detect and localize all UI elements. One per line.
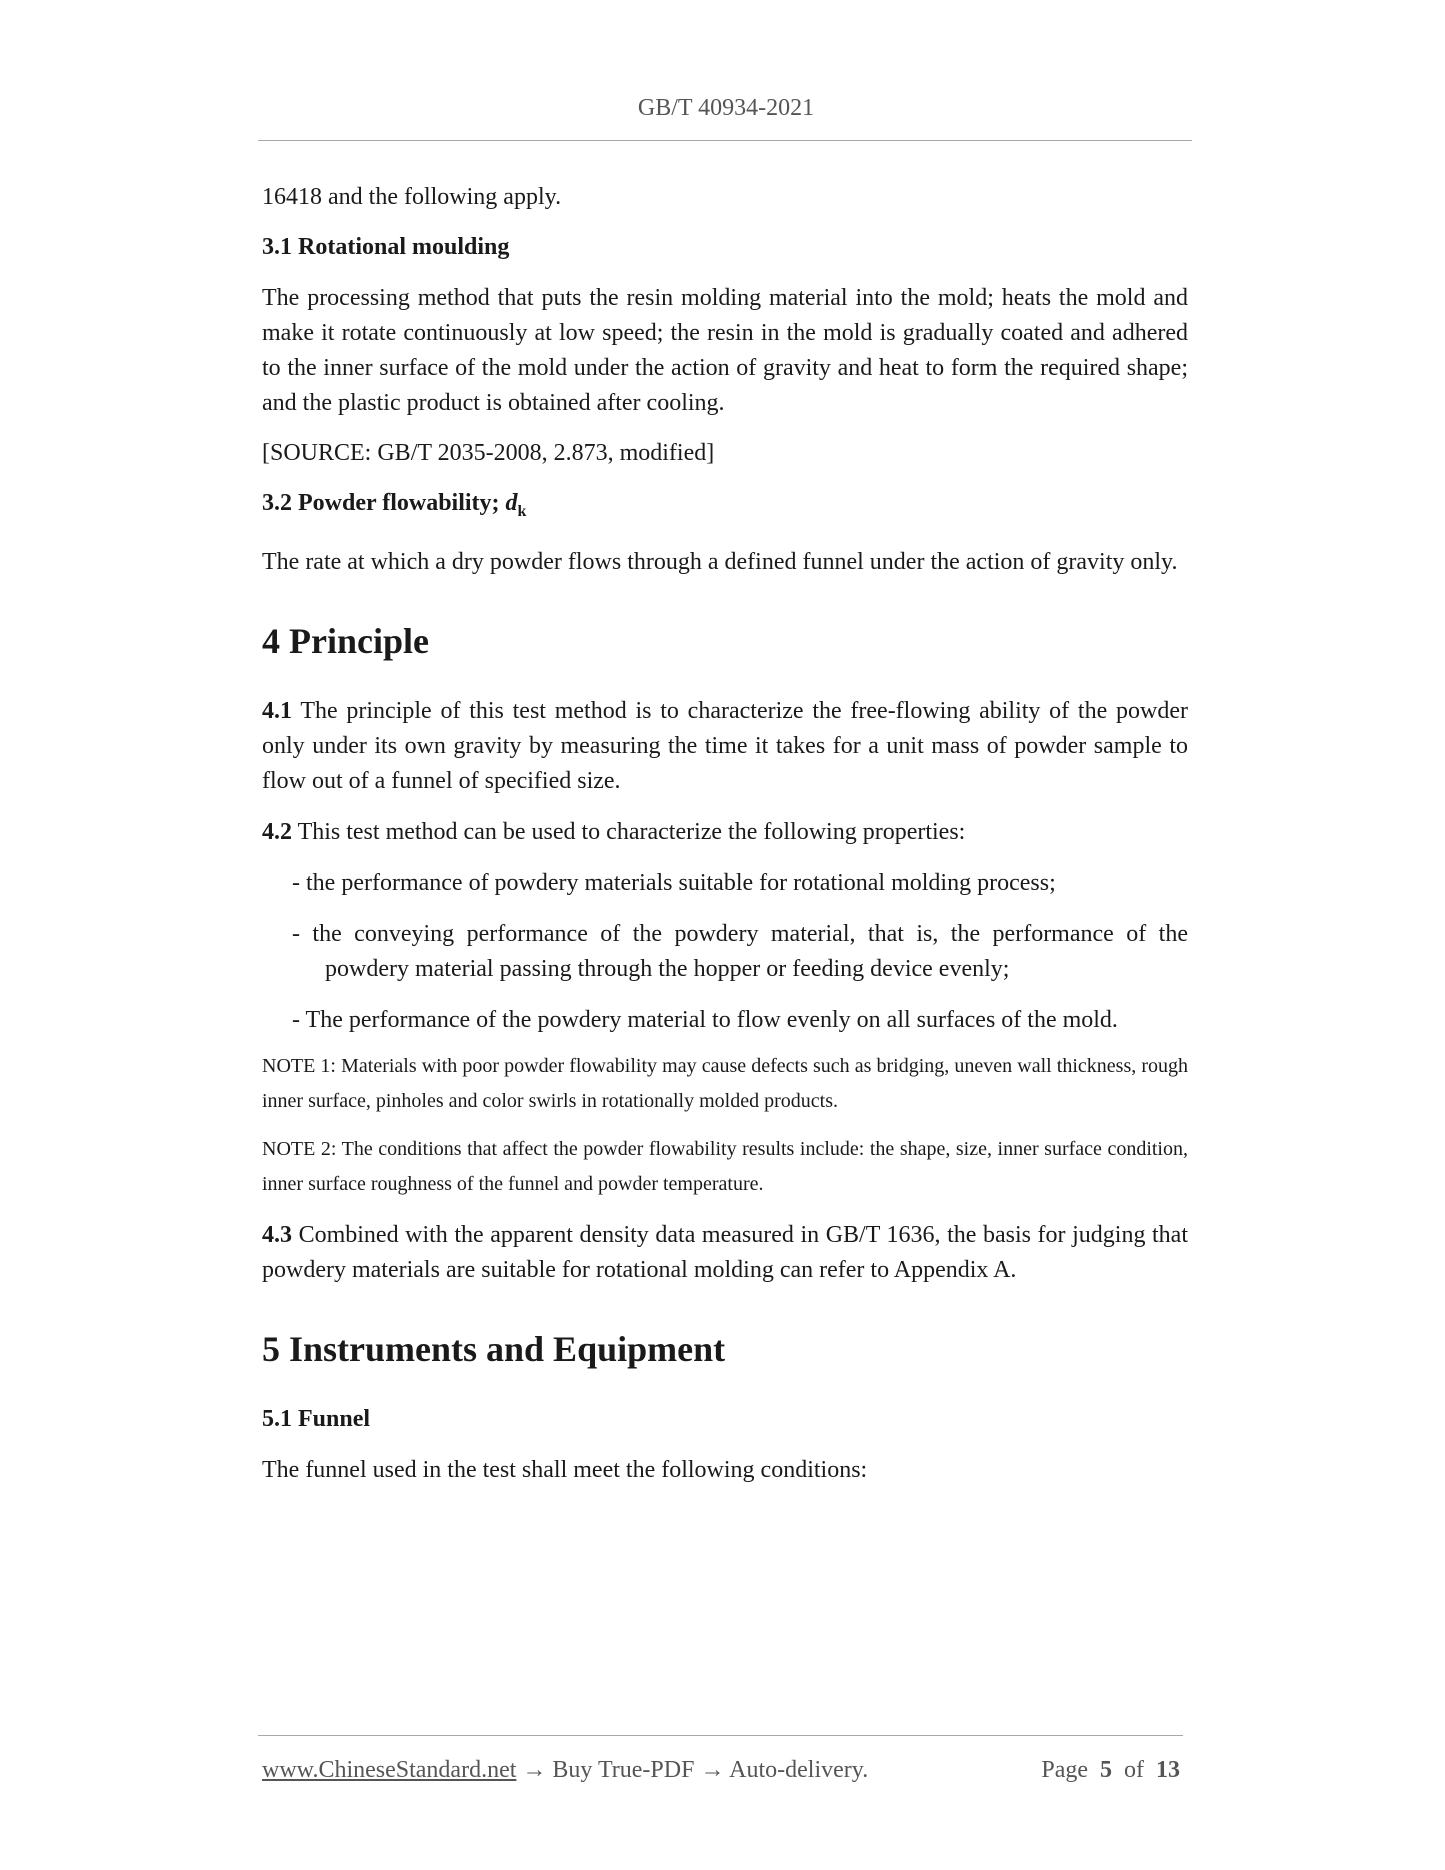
section-3-2-title-text: 3.2 Powder flowability; [262,490,506,516]
para-4-2 [262,815,1188,850]
para-4-2-number: 4.2 [262,818,292,845]
arrow-icon: → [694,1757,730,1783]
section-3-1-source: [SOURCE: GB/T 2035-2008, 2.873, modified] [262,440,715,466]
para-4-1-text: The principle of this test method is to characterize the free-flowing ability of the powder only under its own gravity by measuring the time it takes for a unit mass of powder sample to flow out of a funnel of specified size. [262,697,1188,794]
section-4-heading: 4 Principle [262,620,429,661]
footer-promo [262,1753,868,1787]
section-3-2-text: The rate at which a dry powder flows through a defined funnel under the action of gravity only. [262,548,1178,575]
section-5-1-text: The funnel used in the test shall meet the following conditions: [262,1456,868,1483]
page-number [1041,1753,1180,1787]
list-item: - the conveying performance of the powdery material, that is, the performance of the powdery material passing through the hopper or feeding device evenly; [292,920,1188,982]
page-header: GB/T 40934-2021 [637,95,815,121]
section-3-1-title: 3.1 Rotational moulding [262,234,510,260]
flowability-symbol: d [505,490,518,516]
page-footer [262,1753,1180,1787]
list-item: - the performance of powdery materials suitable for rotational molding process; [292,869,1056,896]
arrow-icon: → [516,1757,553,1783]
section-5-1-title: 5.1 Funnel [262,1405,371,1432]
page-label: Page [1041,1757,1088,1783]
intro-text: 16418 and the following apply. [262,184,562,210]
para-4-3-number: 4.3 [262,1221,292,1248]
site-link[interactable]: www.ChineseStandard.net [262,1757,517,1783]
note-2: NOTE 2: The conditions that affect the powder flowability results include: the shape, size, inner surface condition, inner surface roughness of the funnel and powder temperature. [262,1137,1188,1195]
header-divider [258,140,1192,141]
note-1: NOTE 1: Materials with poor powder flowability may cause defects such as bridging, uneven wall thickness, rough inner surface, pinholes and color swirls in rotationally molded products. [262,1054,1188,1112]
page-total: 13 [1156,1757,1180,1783]
section-3-1-text: The processing method that puts the resin molding material into the mold; heats the mold and make it rotate continuously at low speed; the resin in the mold is gradually coated and adhered to the inner surface of the mold under the action of gravity and heat to form the required shape; and the plastic product is obtained after cooling. [262,285,1188,416]
section-3-2-title [262,486,1188,529]
footer-divider [258,1735,1183,1736]
para-4-2-text: This test method can be used to characterize the following properties: [292,818,966,845]
list-item: - The performance of the powdery material to flow evenly on all surfaces of the mold. [292,1006,1118,1033]
document-body [262,180,1188,1488]
para-4-1-number: 4.1 [262,697,292,724]
flowability-symbol-subscript: k [517,502,527,520]
delivery-text: Auto-delivery. [729,1757,869,1783]
para-4-3 [262,1218,1188,1288]
buy-text: Buy True-PDF [552,1757,695,1783]
section-5-heading: 5 Instruments and Equipment [262,1328,726,1369]
page-current: 5 [1100,1757,1112,1783]
para-4-3-text: Combined with the apparent density data measured in GB/T 1636, the basis for judging that powdery materials are suitable for rotational molding can refer to Appendix A. [262,1221,1188,1283]
para-4-1 [262,694,1188,799]
of-label: of [1124,1757,1144,1783]
